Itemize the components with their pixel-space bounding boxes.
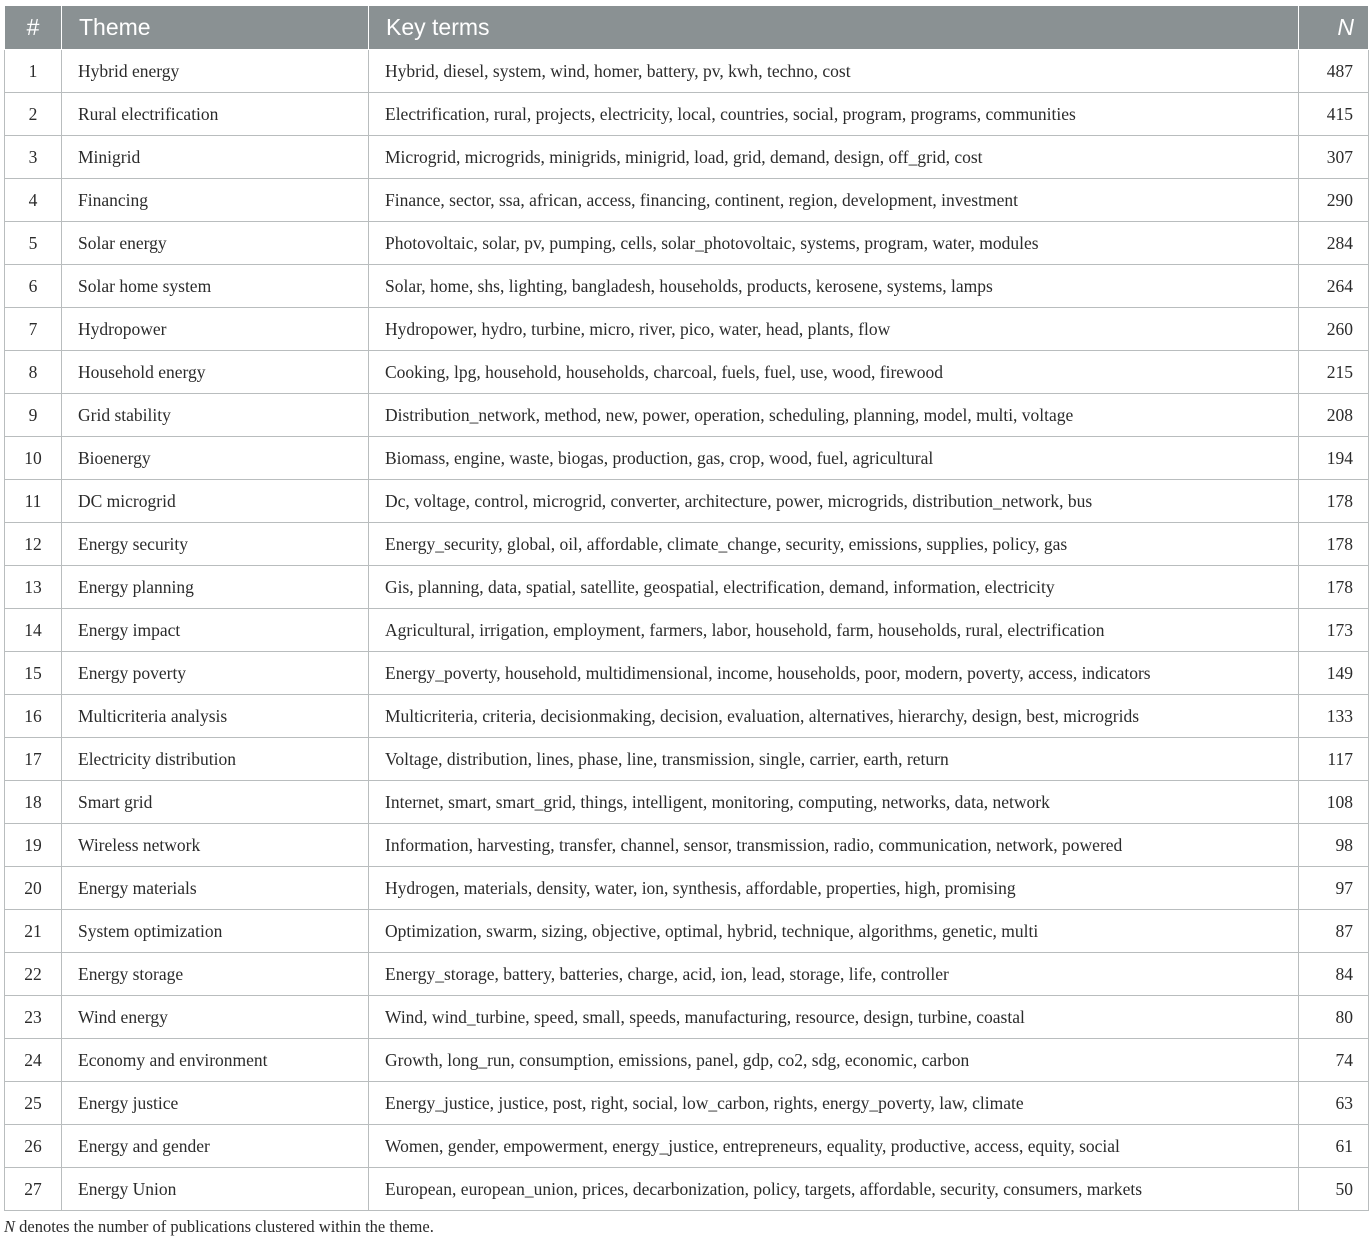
count-cell: 178 [1299,480,1369,523]
key-terms-cell: Solar, home, shs, lighting, bangladesh, households, products, kerosene, systems, lamps [369,265,1299,308]
row-number: 18 [5,781,62,824]
count-cell: 260 [1299,308,1369,351]
key-terms-cell: Hydrogen, materials, density, water, ion, synthesis, affordable, properties, high, promising [369,867,1299,910]
theme-cell: Economy and environment [62,1039,369,1082]
count-cell: 87 [1299,910,1369,953]
row-number: 7 [5,308,62,351]
count-cell: 208 [1299,394,1369,437]
table-row [5,1082,1369,1125]
key-terms-cell: Optimization, swarm, sizing, objective, optimal, hybrid, technique, algorithms, genetic, multi [369,910,1299,953]
table-body [5,50,1369,1211]
row-number: 4 [5,179,62,222]
count-cell: 117 [1299,738,1369,781]
theme-cell: Energy planning [62,566,369,609]
count-cell: 487 [1299,50,1369,93]
key-terms-cell: Energy_storage, battery, batteries, charge, acid, ion, lead, storage, life, controller [369,953,1299,996]
theme-cell: Financing [62,179,369,222]
table-row [5,179,1369,222]
table-row [5,781,1369,824]
count-cell: 173 [1299,609,1369,652]
key-terms-cell: Voltage, distribution, lines, phase, line, transmission, single, carrier, earth, return [369,738,1299,781]
row-number: 20 [5,867,62,910]
theme-cell: Smart grid [62,781,369,824]
row-number: 12 [5,523,62,566]
count-cell: 215 [1299,351,1369,394]
theme-cell: Grid stability [62,394,369,437]
theme-cell: Energy Union [62,1168,369,1211]
row-number: 5 [5,222,62,265]
table-row [5,738,1369,781]
key-terms-cell: Dc, voltage, control, microgrid, converter, architecture, power, microgrids, distribution_network, bus [369,480,1299,523]
count-cell: 80 [1299,996,1369,1039]
theme-cell: DC microgrid [62,480,369,523]
row-number: 17 [5,738,62,781]
row-number: 24 [5,1039,62,1082]
theme-cell: System optimization [62,910,369,953]
theme-cell: Energy storage [62,953,369,996]
row-number: 19 [5,824,62,867]
count-cell: 264 [1299,265,1369,308]
count-cell: 290 [1299,179,1369,222]
header-number: # [5,6,62,50]
theme-cell: Energy materials [62,867,369,910]
count-cell: 307 [1299,136,1369,179]
table-row [5,50,1369,93]
table-header [5,6,1369,50]
count-cell: 284 [1299,222,1369,265]
row-number: 6 [5,265,62,308]
key-terms-cell: Electrification, rural, projects, electricity, local, countries, social, program, programs, communities [369,93,1299,136]
key-terms-cell: Agricultural, irrigation, employment, farmers, labor, household, farm, households, rural, electrification [369,609,1299,652]
theme-cell: Energy poverty [62,652,369,695]
key-terms-cell: Finance, sector, ssa, african, access, financing, continent, region, development, investment [369,179,1299,222]
row-number: 10 [5,437,62,480]
row-number: 27 [5,1168,62,1211]
theme-cell: Energy impact [62,609,369,652]
row-number: 8 [5,351,62,394]
theme-cell: Energy justice [62,1082,369,1125]
key-terms-cell: Growth, long_run, consumption, emissions, panel, gdp, co2, sdg, economic, carbon [369,1039,1299,1082]
row-number: 9 [5,394,62,437]
table-row [5,609,1369,652]
key-terms-cell: Internet, smart, smart_grid, things, intelligent, monitoring, computing, networks, data, network [369,781,1299,824]
table-row [5,910,1369,953]
table-row [5,996,1369,1039]
count-cell: 84 [1299,953,1369,996]
table-row [5,1168,1369,1211]
table-footnote [4,1217,434,1237]
key-terms-cell: Hydropower, hydro, turbine, micro, river, pico, water, head, plants, flow [369,308,1299,351]
row-number: 14 [5,609,62,652]
theme-cell: Solar home system [62,265,369,308]
count-cell: 149 [1299,652,1369,695]
count-cell: 194 [1299,437,1369,480]
table-row [5,93,1369,136]
table-row [5,1125,1369,1168]
table-row [5,480,1369,523]
table-row [5,136,1369,179]
count-cell: 178 [1299,566,1369,609]
theme-cell: Rural electrification [62,93,369,136]
header-theme: Theme [62,6,369,50]
header-row [5,6,1369,50]
table-row [5,437,1369,480]
theme-cell: Wind energy [62,996,369,1039]
themes-table [4,6,1369,1211]
table-row [5,1039,1369,1082]
theme-cell: Hybrid energy [62,50,369,93]
count-cell: 74 [1299,1039,1369,1082]
theme-cell: Energy and gender [62,1125,369,1168]
table-row [5,308,1369,351]
theme-cell: Wireless network [62,824,369,867]
footnote-text: denotes the number of publications clustered within the theme. [15,1217,434,1236]
count-cell: 97 [1299,867,1369,910]
table-row [5,523,1369,566]
key-terms-cell: Hybrid, diesel, system, wind, homer, battery, pv, kwh, techno, cost [369,50,1299,93]
row-number: 13 [5,566,62,609]
count-cell: 98 [1299,824,1369,867]
key-terms-cell: European, european_union, prices, decarbonization, policy, targets, affordable, security, consumers, markets [369,1168,1299,1211]
key-terms-cell: Biomass, engine, waste, biogas, production, gas, crop, wood, fuel, agricultural [369,437,1299,480]
header-n: N [1299,6,1369,50]
row-number: 1 [5,50,62,93]
row-number: 26 [5,1125,62,1168]
table-row [5,351,1369,394]
key-terms-cell: Microgrid, microgrids, minigrids, minigrid, load, grid, demand, design, off_grid, cost [369,136,1299,179]
count-cell: 178 [1299,523,1369,566]
count-cell: 63 [1299,1082,1369,1125]
table-row [5,222,1369,265]
key-terms-cell: Energy_justice, justice, post, right, social, low_carbon, rights, energy_poverty, law, climate [369,1082,1299,1125]
row-number: 22 [5,953,62,996]
count-cell: 133 [1299,695,1369,738]
key-terms-cell: Gis, planning, data, spatial, satellite, geospatial, electrification, demand, information, electricity [369,566,1299,609]
theme-cell: Electricity distribution [62,738,369,781]
table-row [5,652,1369,695]
table-row [5,394,1369,437]
table-row [5,953,1369,996]
key-terms-cell: Energy_security, global, oil, affordable, climate_change, security, emissions, supplies, policy, gas [369,523,1299,566]
table-row [5,695,1369,738]
row-number: 11 [5,480,62,523]
count-cell: 415 [1299,93,1369,136]
count-cell: 61 [1299,1125,1369,1168]
row-number: 16 [5,695,62,738]
key-terms-cell: Multicriteria, criteria, decisionmaking, decision, evaluation, alternatives, hierarchy, design, best, microgrids [369,695,1299,738]
row-number: 15 [5,652,62,695]
theme-cell: Minigrid [62,136,369,179]
theme-cell: Multicriteria analysis [62,695,369,738]
row-number: 3 [5,136,62,179]
theme-cell: Household energy [62,351,369,394]
table-row [5,867,1369,910]
key-terms-cell: Energy_poverty, household, multidimensional, income, households, poor, modern, poverty, access, indicators [369,652,1299,695]
count-cell: 108 [1299,781,1369,824]
theme-cell: Hydropower [62,308,369,351]
count-cell: 50 [1299,1168,1369,1211]
table-row [5,566,1369,609]
key-terms-cell: Photovoltaic, solar, pv, pumping, cells, solar_photovoltaic, systems, program, water, modules [369,222,1299,265]
table-row [5,824,1369,867]
key-terms-cell: Information, harvesting, transfer, channel, sensor, transmission, radio, communication, network, powered [369,824,1299,867]
theme-cell: Bioenergy [62,437,369,480]
key-terms-cell: Distribution_network, method, new, power, operation, scheduling, planning, model, multi, voltage [369,394,1299,437]
row-number: 2 [5,93,62,136]
row-number: 21 [5,910,62,953]
theme-cell: Solar energy [62,222,369,265]
key-terms-cell: Wind, wind_turbine, speed, small, speeds, manufacturing, resource, design, turbine, coastal [369,996,1299,1039]
themes-table-container [4,6,1368,1211]
key-terms-cell: Women, gender, empowerment, energy_justice, entrepreneurs, equality, productive, access, equity, social [369,1125,1299,1168]
table-row [5,265,1369,308]
footnote-symbol: N [4,1217,16,1236]
row-number: 25 [5,1082,62,1125]
key-terms-cell: Cooking, lpg, household, households, charcoal, fuels, fuel, use, wood, firewood [369,351,1299,394]
header-key-terms: Key terms [369,6,1299,50]
row-number: 23 [5,996,62,1039]
theme-cell: Energy security [62,523,369,566]
